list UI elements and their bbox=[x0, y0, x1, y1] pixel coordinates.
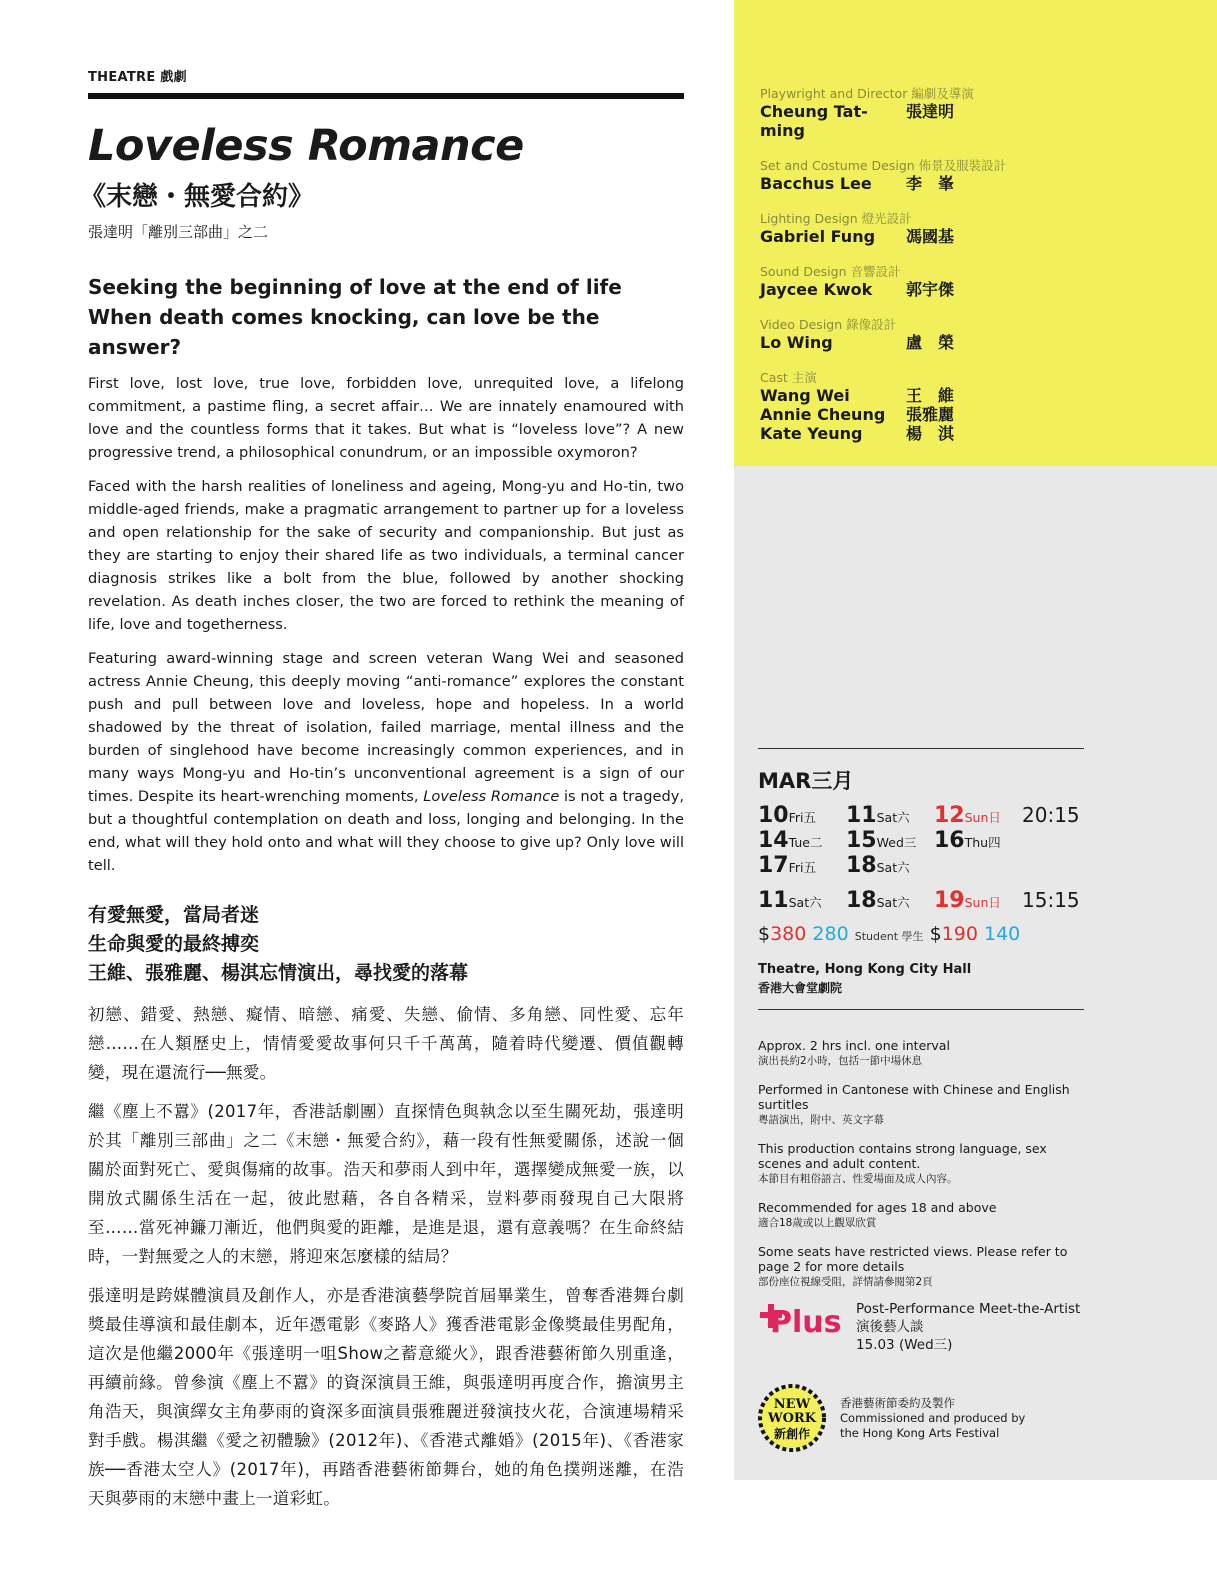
plus-text bbox=[856, 1300, 1080, 1354]
plus-date: 15.03 (Wed三) bbox=[856, 1337, 953, 1353]
venue-zh: 香港大會堂劇院 bbox=[758, 981, 843, 995]
price-b: 280 bbox=[812, 923, 849, 945]
date-cell: 11Sat六 bbox=[846, 803, 910, 828]
venue bbox=[758, 961, 1084, 997]
person-name-en: Gabriel Fung bbox=[760, 227, 876, 246]
credit-person bbox=[760, 405, 1020, 424]
credit-block bbox=[760, 370, 1020, 443]
price-a: 380 bbox=[770, 923, 807, 945]
body-paragraph-zh: 初戀、錯愛、熱戀、癡情、暗戀、痛愛、失戀、偷情、多角戀、同性愛、忘年戀……在人類歷史上，情情愛愛故事何只千千萬萬，隨着時代變遷、價值觀轉變，現在還流行──無愛。 bbox=[88, 1005, 684, 1083]
person-name-zh: 王 維 bbox=[906, 386, 955, 405]
student-label: Student 學生 bbox=[854, 930, 924, 943]
credit-person bbox=[760, 102, 1020, 140]
credit-person bbox=[760, 333, 1020, 352]
body-paragraph-zh: 繼《塵上不囂》(2017年，香港話劇團）直探情色與執念以至生關死劫，張達明於其「離別三部曲」之二《末戀・無愛合約》，藉一段有性無愛關係，述說一個關於面對死亡、愛與傷痛的故事。浩天和夢雨人到中年，選擇變成無愛一族，以開放式關係生活在一起，彼此慰藉，各自各精采，豈料夢雨發現自己大限將至……當死神鐮刀漸近，他們與愛的距離，是進是退，還有意義嗎？在生命終結時，一對無愛之人的末戀，將迎來怎麼樣的結局？ bbox=[88, 1102, 684, 1267]
commission-text: 香港藝術節委約及製作 Commissioned and produced by the Hong Kong Arts Festival bbox=[840, 1395, 1026, 1440]
date-row bbox=[758, 803, 1084, 828]
svg-text:新創作: 新創作 bbox=[773, 1427, 811, 1441]
header-rule bbox=[88, 93, 684, 99]
plus-logo-icon bbox=[758, 1300, 848, 1340]
plus-title-zh: 演後藝人談 bbox=[856, 1319, 924, 1335]
title-zh: 《末戀・無愛合約》 bbox=[80, 182, 315, 213]
headline-zh-line: 王維、張雅麗、楊淇忘情演出，尋找愛的落幕 bbox=[88, 962, 469, 985]
date-cell: 17Fri五 bbox=[758, 853, 817, 878]
date-cell: 18Sat六 bbox=[846, 853, 910, 878]
person-name-zh: 馮國基 bbox=[906, 227, 955, 246]
date-cell-sunday: 12Sun日 bbox=[934, 803, 1001, 828]
show-time: 20:15 bbox=[1022, 803, 1080, 827]
credit-person bbox=[760, 174, 1020, 193]
credit-block bbox=[760, 211, 1020, 246]
note-item: This production contains strong language, sex scenes and adult content. 本節目有粗俗語言、性愛場面及成人內容。 bbox=[758, 1141, 1047, 1185]
date-cell: 14Tue二 bbox=[758, 828, 823, 853]
credit-block bbox=[760, 264, 1020, 299]
price-student-a: 190 bbox=[941, 923, 978, 945]
ticket-prices: $380 280 Student 學生 $190 140 bbox=[758, 923, 1021, 945]
new-work-badge-icon bbox=[758, 1384, 826, 1452]
person-name-zh: 張達明 bbox=[906, 102, 955, 121]
para-text: is not a tragedy, but a thoughtful contemplation on death and loss, longing and belonging. In the end, what will they hold onto and what will they choose to give up? Only love will tell. bbox=[88, 788, 684, 875]
plus-event bbox=[758, 1300, 1080, 1354]
credit-person bbox=[760, 280, 1020, 299]
person-name-zh: 張雅麗 bbox=[906, 405, 955, 424]
person-name-en: Jaycee Kwok bbox=[760, 280, 873, 299]
person-name-zh: 郭宇傑 bbox=[906, 280, 955, 299]
section-label: THEATRE 戲劇 bbox=[88, 70, 187, 85]
credit-role: Sound Design 音響設計 bbox=[760, 264, 901, 279]
title-en: Loveless Romance bbox=[88, 121, 524, 171]
person-name-en: Cheung Tat-ming bbox=[760, 102, 868, 140]
credits-list bbox=[760, 86, 1020, 461]
credit-role: Video Design 錄像設計 bbox=[760, 317, 897, 332]
headline-en-line: Seeking the beginning of love at the end of life bbox=[88, 275, 622, 300]
para-italic-title: Loveless Romance bbox=[423, 788, 560, 806]
person-name-en: Lo Wing bbox=[760, 333, 833, 352]
subtitle-zh: 張達明「離別三部曲」之二 bbox=[88, 223, 269, 242]
para-text: Featuring award-winning stage and screen veteran Wang Wei and seasoned actress Annie Cheung, this deeply moving “anti-romance” explores the constant push and pull between love and loveless, hope and hopeless. In a world shadowed by the threat of isolation, failed marriage, mental illness and the burden of singlehood have become increasingly common experiences, and in many ways Mong-yu and Ho-tin’s unconventional agreement is a sign of our times. Despite its heart-wrenching moments, bbox=[88, 650, 684, 806]
commission-credit bbox=[758, 1384, 1025, 1452]
body-paragraph-en: Faced with the harsh realities of loneliness and ageing, Mong-yu and Ho-tin, two middle-aged friends, make a pragmatic arrangement to partner up for a loveless and open relationship for the sake of security and companionship. But just as they are starting to enjoy their shared life as two individuals, a terminal cancer diagnosis strikes like a bolt from the blue, followed by another shocking revelation. As death inches closer, the two are forced to rethink the meaning of life, love and togetherness. bbox=[88, 478, 684, 634]
plus-title-en: Post-Performance Meet-the-Artist bbox=[856, 1301, 1081, 1317]
schedule-month: MAR三月 bbox=[758, 769, 854, 793]
body-paragraph-zh: 張達明是跨媒體演員及創作人，亦是香港演藝學院首屆畢業生，曾奪香港舞台劇獎最佳導演和最佳劇本，近年憑電影《麥路人》獲香港電影金像獎最佳男配角，這次是他繼2000年《張達明一咀Show之蓄意縱火》，跟香港藝術節久別重逢，再續前緣。曾參演《塵上不囂》的資深演員王維，與張達明再度合作，擔演男主角浩天，與演繹女主角夢雨的資深多面演員張雅麗迸發演技火花，合演連場精采對手戲。楊淇繼《愛之初體驗》(2012年)、《香港式離婚》(2015年)、《香港家族──香港太空人》(2017年)，再踏香港藝術節舞台，她的角色撲朔迷離，在浩天與夢雨的末戀中畫上一道彩虹。 bbox=[88, 1286, 684, 1509]
credit-role: Lighting Design 燈光設計 bbox=[760, 211, 912, 226]
person-name-zh: 盧 榮 bbox=[906, 333, 955, 352]
person-name-en: Annie Cheung bbox=[760, 405, 886, 424]
credit-block bbox=[760, 158, 1020, 193]
date-cell: 18Sat六 bbox=[846, 888, 910, 913]
headline-zh-line: 有愛無愛，當局者迷 bbox=[88, 904, 260, 927]
note-item: Recommended for ages 18 and above 適合18歲或以上觀眾欣賞 bbox=[758, 1200, 997, 1229]
svg-text:NEW: NEW bbox=[773, 1397, 811, 1412]
headline-en bbox=[88, 272, 684, 362]
date-cell: 11Sat六 bbox=[758, 888, 822, 913]
schedule-top-rule bbox=[758, 748, 1084, 749]
date-cell: 10Fri五 bbox=[758, 803, 817, 828]
credit-person bbox=[760, 386, 1020, 405]
credit-role: Playwright and Director 編劇及導演 bbox=[760, 86, 974, 101]
main-column bbox=[80, 66, 684, 1513]
date-cell-sunday: 19Sun日 bbox=[934, 888, 1001, 913]
body-paragraph-en: First love, lost love, true love, forbidden love, unrequited love, a lifelong commitment, a pastime fling, a secret affair… We are innately enamoured with love and the countless forms that it takes. But what is “loveless love”? A new progressive trend, a philosophical conundrum, or an impossible oxymoron? bbox=[88, 375, 684, 462]
headline-en-line: When death comes knocking, can love be the answer? bbox=[88, 305, 600, 360]
date-cell: 16Thu四 bbox=[934, 828, 1001, 853]
headline-zh-line: 生命與愛的最終搏奕 bbox=[88, 933, 260, 956]
date-row bbox=[758, 853, 1084, 878]
schedule bbox=[758, 748, 1084, 1010]
person-name-en: Wang Wei bbox=[760, 386, 850, 405]
venue-en: Theatre, Hong Kong City Hall bbox=[758, 962, 972, 977]
credit-person bbox=[760, 424, 1020, 443]
note-item: Performed in Cantonese with Chinese and English surtitles 粵語演出，附中、英文字幕 bbox=[758, 1082, 1070, 1126]
credit-person bbox=[760, 227, 1020, 246]
credit-block bbox=[760, 86, 1020, 140]
date-grid bbox=[758, 803, 1084, 913]
note-item: Approx. 2 hrs incl. one interval 演出長約2小時，包括一節中場休息 bbox=[758, 1038, 950, 1067]
date-cell: 15Wed三 bbox=[846, 828, 917, 853]
notes bbox=[758, 1038, 1088, 1303]
body-paragraph-en bbox=[88, 647, 684, 877]
person-name-en: Bacchus Lee bbox=[760, 174, 872, 193]
schedule-bottom-rule bbox=[758, 1009, 1084, 1010]
price-student-b: 140 bbox=[983, 923, 1021, 945]
credit-role: Cast 主演 bbox=[760, 370, 817, 385]
headline-zh bbox=[88, 901, 684, 988]
date-row-matinee bbox=[758, 888, 1084, 913]
svg-text:WORK: WORK bbox=[767, 1411, 817, 1426]
credit-role: Set and Costume Design 佈景及服裝設計 bbox=[760, 158, 1007, 173]
person-name-zh: 李 峯 bbox=[906, 174, 955, 193]
show-time: 15:15 bbox=[1022, 888, 1080, 912]
credit-block bbox=[760, 317, 1020, 352]
date-row bbox=[758, 828, 1084, 853]
note-item: Some seats have restricted views. Please refer to page 2 for more details 部份座位視線受阻，詳情請參閱第2頁 bbox=[758, 1244, 1068, 1288]
person-name-zh: 楊 淇 bbox=[906, 424, 955, 443]
svg-text:Plus: Plus bbox=[770, 1305, 842, 1340]
person-name-en: Kate Yeung bbox=[760, 424, 863, 443]
